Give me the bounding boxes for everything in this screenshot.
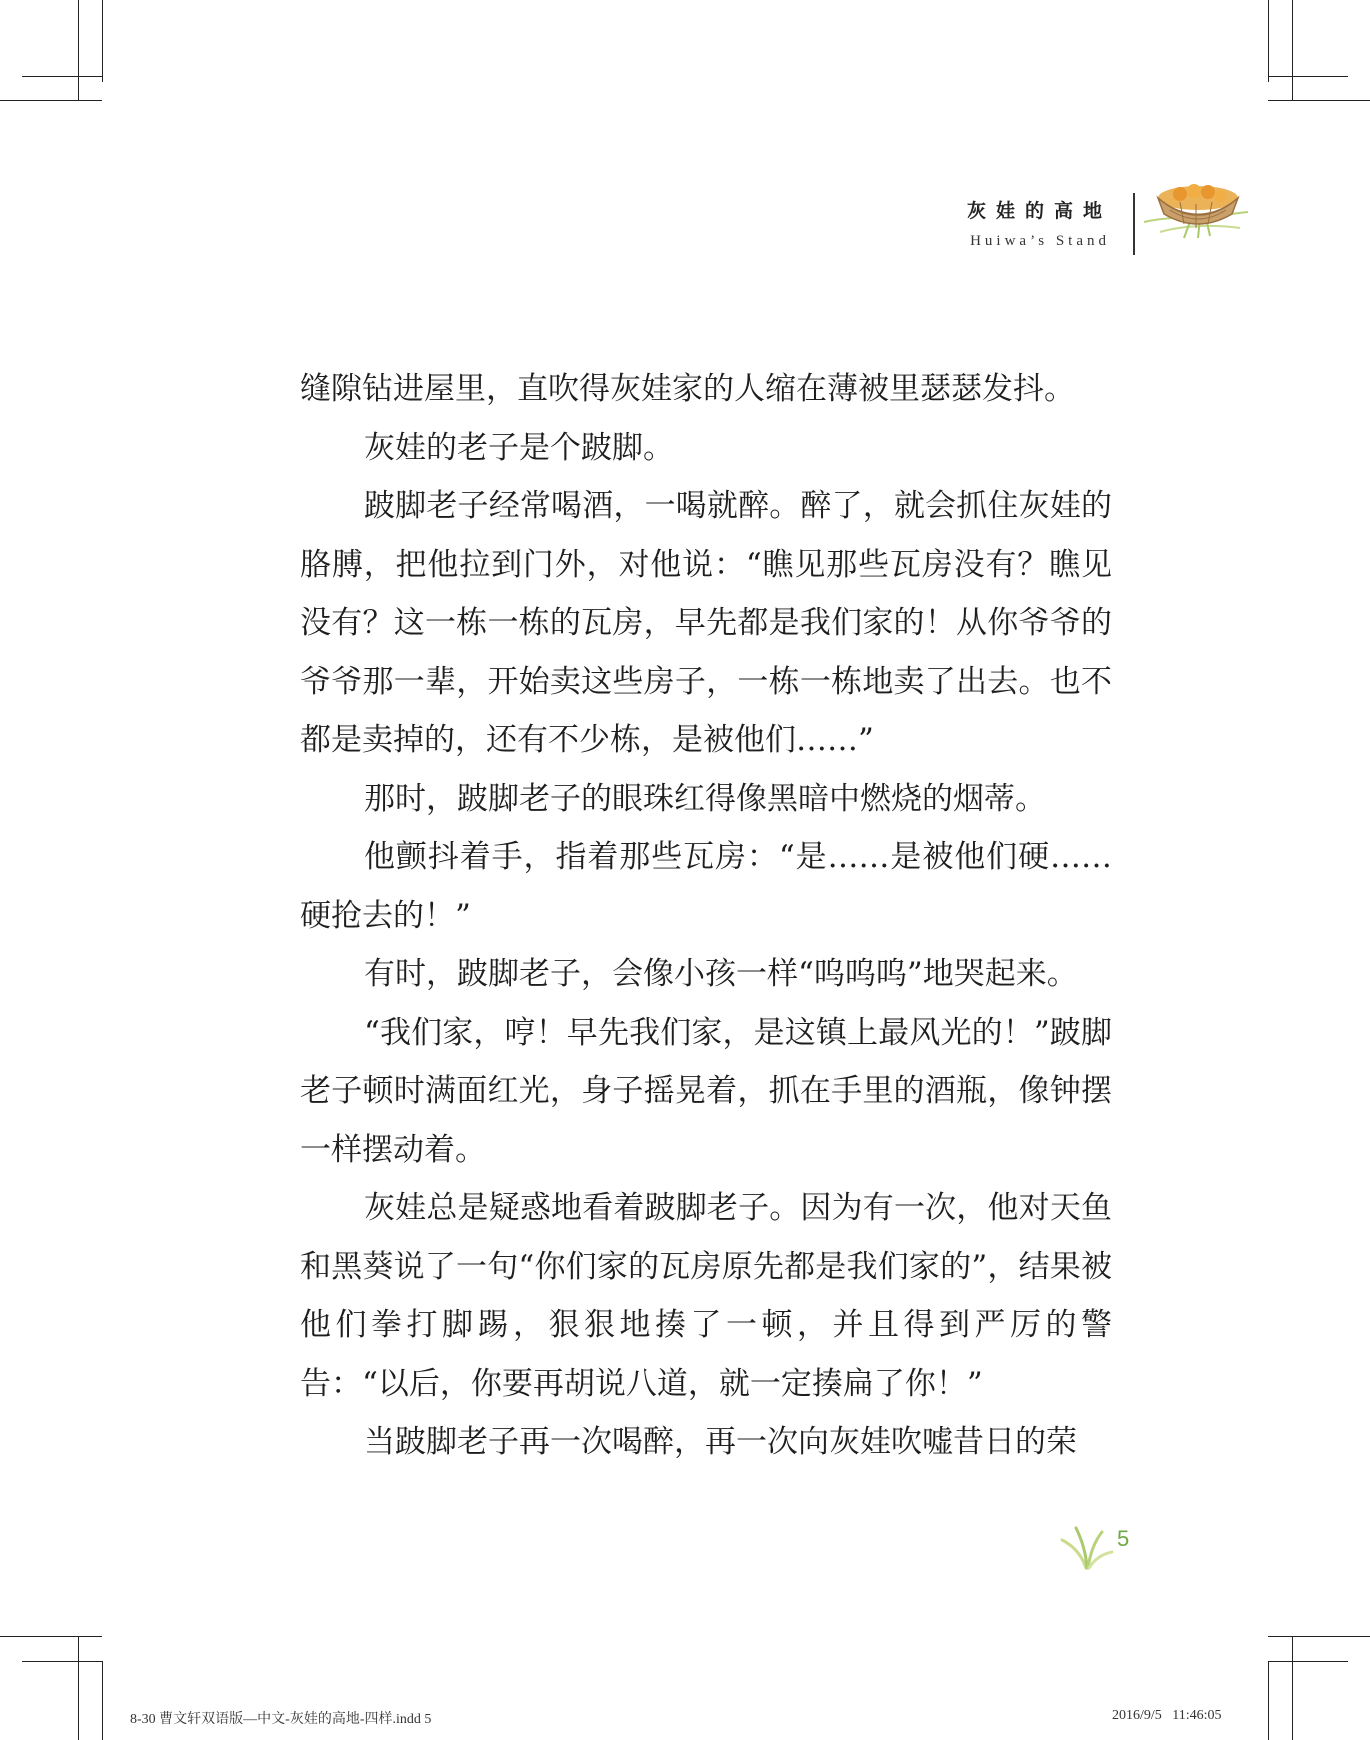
paragraph: 当跛脚老子再一次喝醉，再一次向灰娃吹嘘昔日的荣 <box>364 1424 1077 1460</box>
running-header-title: 灰娃的高地 <box>966 200 1112 222</box>
print-slug-filename: 8-30 曹文轩双语版—中文-灰娃的高地-四样.indd 5 <box>130 1712 432 1727</box>
paragraph: 那时，跛脚老子的眼珠红得像黑暗中燃烧的烟蒂。 <box>364 780 1046 817</box>
paragraph: 缝隙钻进屋里，直吹得灰娃家的人缩在薄被里瑟瑟发抖。 <box>300 371 1075 407</box>
paragraph: 他颤抖着手，指着那些瓦房：“是……是被他们硬……硬抢去的！” <box>300 839 1112 934</box>
page-number-block <box>1060 1522 1140 1572</box>
header-divider <box>1133 193 1135 255</box>
print-slug-timestamp: 2016/9/5 11:46:05 <box>1112 1708 1222 1723</box>
grass-sprout-icon <box>1060 1522 1115 1570</box>
page-number: 5 <box>1117 1526 1130 1551</box>
basket-of-oranges-icon <box>1140 172 1252 240</box>
paragraph: 跛脚老子经常喝酒，一喝就醉。醉了，就会抓住灰娃的胳膊，把他拉到门外，对他说：“瞧见那些瓦房没有？瞧见没有？这一栋一栋的瓦房，早先都是我们家的！从你爷爷的爷爷那一辈，开始卖这些房子，一栋一栋地卖了出去。也不都是卖掉的，还有不少栋，是被他们……” <box>300 488 1112 758</box>
paragraph: 灰娃的老子是个跛脚。 <box>364 429 674 466</box>
body-text <box>300 360 1112 1472</box>
paragraph: “我们家，哼！早先我们家，是这镇上最风光的！”跛脚老子顿时满面红光，身子摇晃着，抓在手里的酒瓶，像钟摆一样摆动着。 <box>300 1014 1112 1168</box>
running-header-subtitle: Huiwa’s Stand <box>970 233 1110 249</box>
paragraph: 灰娃总是疑惑地看着跛脚老子。因为有一次，他对天鱼和黑葵说了一句“你们家的瓦房原先都是我们家的”，结果被他们拳打脚踢，狠狠地揍了一顿，并且得到严厉的警告：“以后，你要再胡说八道，就一定揍扁了你！” <box>300 1190 1112 1402</box>
paragraph: 有时，跛脚老子，会像小孩一样“呜呜呜”地哭起来。 <box>364 956 1078 992</box>
